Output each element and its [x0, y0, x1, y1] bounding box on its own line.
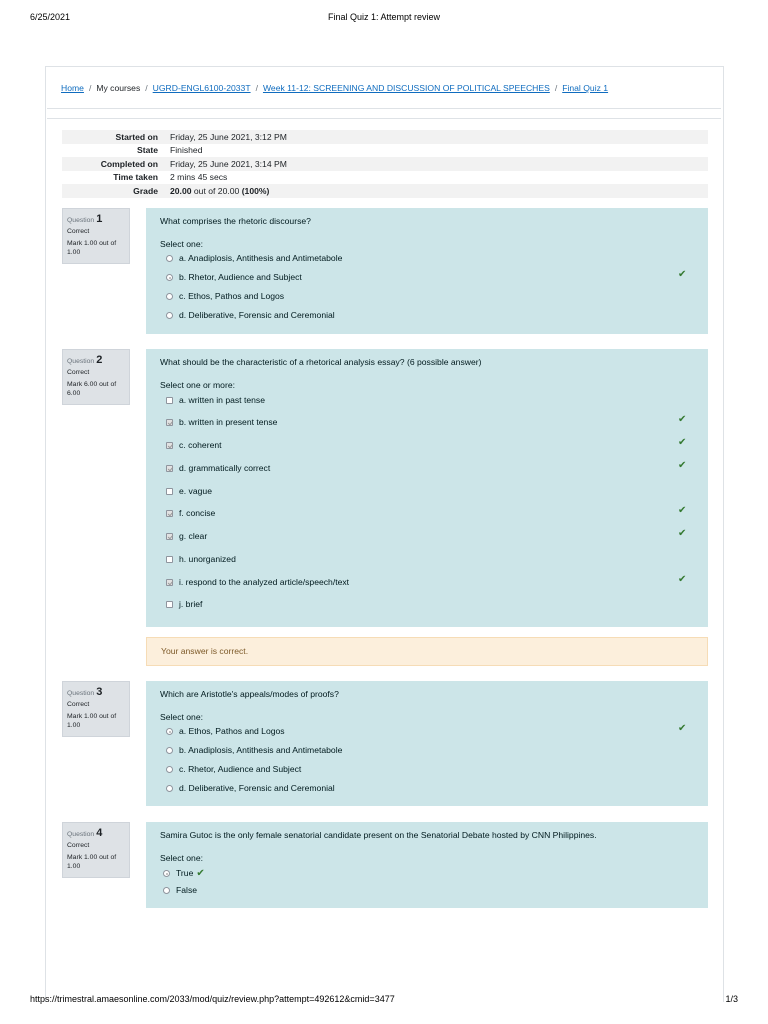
select-prompt: Select one:: [160, 853, 203, 863]
question-number-value: 4: [96, 827, 103, 839]
question-label: Question: [67, 358, 95, 365]
question-number: [67, 686, 125, 698]
check-icon: ✔: [678, 437, 687, 448]
started-value: Friday, 25 June 2021, 3:12 PM: [170, 131, 287, 142]
question-mark: Mark 1.00 out of 1.00: [67, 854, 117, 870]
content-divider: [47, 118, 721, 119]
time-taken-label: Time taken: [113, 172, 158, 183]
breadcrumb: [61, 83, 608, 93]
answer-option[interactable]: [166, 763, 301, 775]
question-text: Which are Aristotle's appeals/modes of proofs?: [160, 689, 339, 699]
grade-out-of: out of 20.00: [191, 185, 242, 196]
question-text: Samira Gutoc is the only female senatorial candidate present on the Senatorial Debate hosted by CNN Philippines.: [160, 830, 597, 840]
answer-option[interactable]: [166, 252, 342, 264]
checkbox-checked[interactable]: [166, 579, 173, 586]
answer-option[interactable]: [166, 598, 202, 610]
option-label: b. Rhetor, Audience and Subject: [179, 272, 302, 282]
option-label: c. coherent: [179, 440, 222, 450]
radio-button-selected[interactable]: [166, 728, 173, 735]
option-label: True: [176, 868, 194, 878]
breadcrumb-separator: /: [88, 83, 92, 93]
question-number-value: 3: [96, 686, 103, 698]
option-label: b. Anadiplosis, Antithesis and Antimetabole: [179, 745, 343, 755]
completed-value: Friday, 25 June 2021, 3:14 PM: [170, 158, 287, 169]
answer-option[interactable]: [166, 782, 335, 794]
option-label: d. Deliberative, Forensic and Ceremonial: [179, 310, 335, 320]
question-mark: Mark 1.00 out of 1.00: [67, 713, 117, 729]
option-label: f. concise: [179, 508, 216, 518]
check-icon: ✔: [678, 460, 687, 471]
check-icon: ✔: [678, 505, 687, 516]
question-mark: Mark 6.00 out of 6.00: [67, 381, 117, 397]
breadcrumb-week-link[interactable]: Week 11-12: SCREENING AND DISCUSSION OF POLITICAL SPEECHES: [262, 83, 550, 93]
question-label: Question: [67, 831, 95, 838]
radio-button-selected[interactable]: [166, 274, 173, 281]
option-label: b. written in present tense: [179, 417, 278, 427]
completed-label: Completed on: [100, 158, 158, 169]
summary-row-time: [62, 171, 708, 185]
option-label: g. clear: [179, 531, 208, 541]
question-text: What should be the characteristic of a rhetorical analysis essay? (6 possible answer): [160, 357, 482, 367]
print-footer: [0, 994, 768, 1008]
summary-row-started: [62, 130, 708, 144]
grade-value: [166, 184, 708, 198]
question-3-info: [62, 681, 130, 737]
grade-score: 20.00: [170, 185, 192, 196]
radio-button[interactable]: [166, 785, 173, 792]
question-1-content: [146, 208, 708, 334]
check-icon: ✔: [678, 414, 687, 425]
select-prompt: Select one:: [160, 239, 203, 249]
breadcrumb-bar: [47, 66, 721, 109]
checkbox-checked[interactable]: [166, 442, 173, 449]
question-state: Correct: [67, 369, 90, 376]
check-icon: ✔: [678, 723, 687, 734]
answer-option-selected[interactable]: [166, 507, 215, 519]
grade-label: Grade: [133, 185, 158, 196]
breadcrumb-quiz-link[interactable]: Final Quiz 1: [562, 83, 609, 93]
question-number: [67, 827, 125, 839]
option-label: h. unorganized: [179, 554, 236, 564]
breadcrumb-my-courses[interactable]: My courses: [96, 83, 141, 93]
radio-button[interactable]: [166, 293, 173, 300]
option-label: c. Rhetor, Audience and Subject: [179, 764, 302, 774]
checkbox-checked[interactable]: [166, 510, 173, 517]
answer-option-selected[interactable]: [166, 416, 277, 428]
question-state: Correct: [67, 842, 90, 849]
answer-feedback: [146, 637, 708, 666]
print-date: 6/25/2021: [30, 12, 71, 22]
option-label: e. vague: [179, 486, 212, 496]
radio-button[interactable]: [166, 766, 173, 773]
option-label: a. Ethos, Pathos and Logos: [179, 726, 285, 736]
option-label: a. written in past tense: [179, 395, 265, 405]
summary-row-completed: [62, 157, 708, 171]
breadcrumb-home-link[interactable]: Home: [61, 83, 84, 93]
breadcrumb-separator: /: [255, 83, 258, 93]
feedback-text: Your answer is correct.: [161, 646, 249, 656]
checkbox-checked[interactable]: [166, 533, 173, 540]
answer-option-selected[interactable]: [163, 867, 205, 879]
answer-option-selected[interactable]: [166, 271, 302, 283]
answer-option[interactable]: [163, 884, 197, 896]
question-3-content: [146, 681, 708, 806]
time-taken-value: 2 mins 45 secs: [170, 172, 228, 183]
checkbox-checked[interactable]: [166, 465, 173, 472]
answer-option[interactable]: [166, 290, 284, 302]
state-value: Finished: [170, 145, 203, 156]
breadcrumb-separator: /: [145, 83, 148, 93]
answer-option-selected[interactable]: [166, 462, 270, 474]
print-title: Final Quiz 1: Attempt review: [327, 12, 441, 22]
check-icon: ✔: [678, 269, 687, 280]
option-label: d. grammatically correct: [179, 463, 271, 473]
question-number: [67, 354, 125, 366]
check-icon: ✔: [678, 574, 687, 585]
question-1-info: [62, 208, 130, 264]
select-prompt: Select one:: [160, 712, 203, 722]
print-page-number: 1/3: [725, 994, 738, 1004]
question-number: [67, 213, 125, 225]
checkbox[interactable]: [166, 601, 173, 608]
option-label: d. Deliberative, Forensic and Ceremonial: [179, 783, 335, 793]
summary-row-state: [62, 144, 708, 158]
question-text: What comprises the rhetoric discourse?: [160, 216, 311, 226]
started-label: Started on: [115, 131, 158, 142]
check-icon: ✔: [678, 528, 687, 539]
checkbox[interactable]: [166, 397, 173, 404]
option-label: c. Ethos, Pathos and Logos: [179, 291, 285, 301]
answer-option[interactable]: [166, 744, 342, 756]
question-2-content: [146, 349, 708, 627]
checkbox[interactable]: [166, 556, 173, 563]
breadcrumb-separator: /: [554, 83, 558, 93]
answer-option-selected[interactable]: [166, 530, 207, 542]
question-state: Correct: [67, 701, 90, 708]
print-header: [0, 10, 768, 26]
breadcrumb-course-link[interactable]: UGRD-ENGL6100-2033T: [152, 83, 251, 93]
option-label: a. Anadiplosis, Antithesis and Antimetabole: [179, 253, 343, 263]
check-icon: ✔: [196, 868, 205, 879]
answer-option-selected[interactable]: [166, 576, 349, 588]
question-label: Question: [67, 217, 95, 224]
option-label: False: [176, 885, 198, 895]
radio-button[interactable]: [166, 255, 173, 262]
question-mark: Mark 1.00 out of 1.00: [67, 240, 117, 256]
answer-option[interactable]: [166, 485, 212, 497]
grade-percent: (100%): [241, 185, 270, 196]
question-state: Correct: [67, 228, 90, 235]
option-label: j. brief: [179, 599, 203, 609]
checkbox-checked[interactable]: [166, 419, 173, 426]
answer-option[interactable]: [166, 309, 335, 321]
question-number-value: 2: [96, 354, 103, 366]
print-url: https://trimestral.amaesonline.com/2033/mod/quiz/review.php?attempt=492612&cmid=3477: [30, 994, 395, 1004]
answer-option-selected[interactable]: [166, 439, 222, 451]
state-label: State: [136, 145, 158, 156]
radio-button[interactable]: [166, 747, 173, 754]
answer-option[interactable]: [166, 394, 265, 406]
select-prompt: Select one or more:: [160, 380, 235, 390]
question-label: Question: [67, 690, 95, 697]
checkbox[interactable]: [166, 488, 173, 495]
question-2-info: [62, 349, 130, 405]
attempt-summary-table: [62, 130, 708, 198]
radio-button[interactable]: [166, 312, 173, 319]
summary-row-grade: [62, 184, 708, 198]
question-4-content: [146, 822, 708, 908]
question-4-info: [62, 822, 130, 878]
question-number-value: 1: [96, 213, 103, 225]
option-label: i. respond to the analyzed article/speech/text: [179, 577, 350, 587]
radio-button-selected[interactable]: [163, 870, 170, 877]
answer-option[interactable]: [166, 553, 236, 565]
radio-button[interactable]: [163, 887, 170, 894]
answer-option-selected[interactable]: [166, 725, 285, 737]
